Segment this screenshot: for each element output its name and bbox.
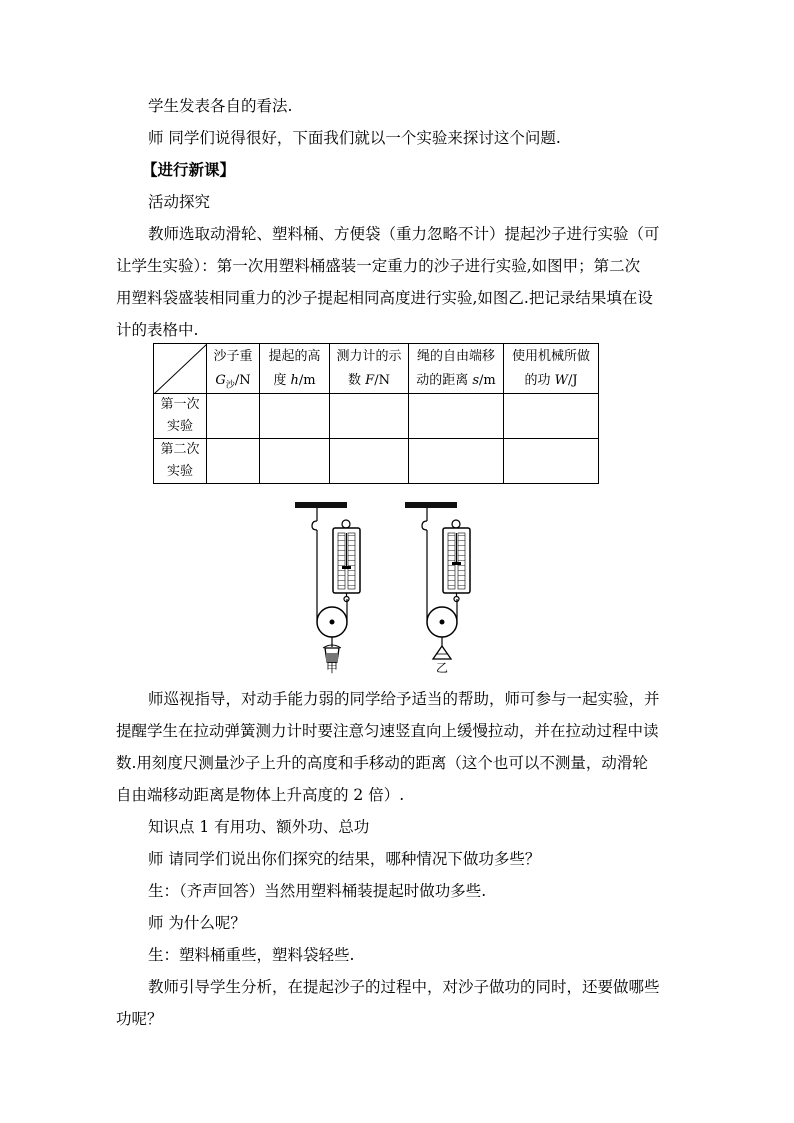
table-cell: [207, 394, 260, 439]
paragraph-teacher-question: 师 请同学们说出你们探究的结果，哪种情况下做功多些？: [148, 850, 541, 868]
section-heading-new-lesson: 【进行新课】: [142, 160, 236, 179]
unit-m: /m: [298, 372, 316, 388]
symbol-w: W: [554, 372, 568, 388]
ceiling-beam-b: [405, 502, 457, 508]
table-cell: [260, 394, 330, 439]
table-cell: [207, 439, 260, 484]
header-work-done-line2: [504, 369, 598, 393]
header-force-reading-line1: 测力计的示: [336, 348, 402, 364]
header-rope-distance: [409, 344, 504, 394]
paragraph-teacher-intro: 师 同学们说得很好，下面我们就以一个实验来探讨这个问题.: [148, 129, 561, 147]
diagonal-line: [154, 344, 207, 394]
header-rope-distance-line2: [409, 369, 503, 393]
header-lift-height-line2: [260, 369, 329, 393]
paragraph-guidance-line-3: 数.用刻度尺测量沙子上升的高度和手移动的距离（这个也可以不测量，动滑轮: [116, 754, 648, 772]
ceiling-beam-a: [295, 502, 347, 508]
paragraph-experiment-line-2: 让学生实验）：第一次用塑料桶盛装一定重力的沙子进行实验,如图甲；第二次: [116, 257, 641, 275]
table-cell: [409, 394, 504, 439]
paragraph-experiment-line-4: 计的表格中.: [116, 321, 199, 339]
symbol-f: F: [365, 372, 375, 388]
symbol-s: s: [472, 372, 480, 388]
paragraph-teacher-why: 师 为什么呢？: [148, 914, 246, 932]
pulley-experiment-figure: [290, 495, 500, 680]
spring-scale-a: [333, 520, 360, 602]
row-label-line2: 实验: [166, 464, 193, 479]
table-diagonal-corner: [154, 344, 207, 394]
unit-n: /N: [234, 372, 251, 388]
paragraph-student-answer: 生：（齐声回答）当然用塑料桶装提起时做功多些.: [148, 882, 487, 900]
row-label-second: [154, 439, 207, 484]
unit-n: /N: [374, 372, 390, 388]
header-force-reading-line2: [330, 369, 408, 393]
experiment-record-table: [153, 343, 599, 484]
row-label-line2: 实验: [166, 419, 193, 434]
pre-text: 的功: [524, 372, 555, 388]
setup-b-bag: [405, 502, 470, 659]
table-cell: [330, 439, 409, 484]
paragraph-analysis-line-2: 功呢？: [116, 1010, 163, 1028]
header-lift-height: [260, 344, 330, 394]
header-rope-distance-line1: 绳的自由端移: [416, 348, 495, 364]
knowledge-point-heading: 知识点 1 有用功、额外功、总功: [148, 818, 370, 836]
header-lift-height-line1: 提起的高: [268, 348, 321, 364]
paragraph-experiment-line-3: 用塑料袋盛装相同重力的沙子提起相同高度进行实验,如图乙.把记录结果填在设: [116, 289, 653, 307]
header-work-done: [504, 344, 599, 394]
setup-a-bucket: [295, 502, 360, 662]
paragraph-student-views: 学生发表各自的看法.: [148, 97, 293, 115]
hook-a: [312, 521, 317, 530]
paragraph-guidance-line-2: 提醒学生在拉动弹簧测力计时要注意匀速竖直向上缓慢拉动，并在拉动过程中读: [116, 722, 659, 740]
symbol-h: h: [290, 372, 299, 388]
table-cell: [260, 439, 330, 484]
spring-scale-b: [443, 520, 470, 602]
subheading-activity: 活动探究: [148, 193, 211, 211]
table-cell: [504, 439, 599, 484]
subscript-sand: 沙: [225, 380, 235, 391]
header-sand-weight-line2: [207, 369, 259, 393]
unit-m: /m: [479, 372, 496, 388]
paragraph-guidance-line-4: 自由端移动距离是物体上升高度的 2 倍）.: [116, 786, 405, 804]
unit-j: /J: [567, 372, 578, 388]
table-row: [154, 394, 599, 439]
paragraph-student-reason: 生：塑料桶重些，塑料袋轻些.: [148, 946, 355, 964]
table-cell: [409, 439, 504, 484]
pre-text: 数: [348, 372, 366, 388]
header-force-reading: [330, 344, 409, 394]
table-row: [154, 439, 599, 484]
pre-text: 动的距离: [416, 372, 473, 388]
figure-label-a: 甲: [325, 661, 339, 675]
hook-b: [422, 521, 427, 530]
header-sand-weight-line1: 沙子重: [213, 348, 253, 364]
table-cell: [330, 394, 409, 439]
paragraph-guidance-line-1: 师巡视指导，对动手能力弱的同学给予适当的帮助，师可参与一起实验，并: [148, 690, 660, 708]
figure-label-b: 乙: [435, 661, 449, 675]
table-cell: [504, 394, 599, 439]
header-sand-weight: [207, 344, 260, 394]
pre-text: 度: [273, 372, 291, 388]
row-label-line1: 第二次: [160, 442, 200, 457]
header-work-done-line1: 使用机械所做: [511, 348, 590, 364]
row-label-line1: 第一次: [160, 397, 200, 412]
symbol-g: G: [215, 372, 226, 388]
paragraph-experiment-line-1: 教师选取动滑轮、塑料桶、方便袋（重力忽略不计）提起沙子进行实验（可: [148, 225, 660, 243]
row-label-first: [154, 394, 207, 439]
bag-icon: [433, 646, 451, 659]
paragraph-analysis-line-1: 教师引导学生分析，在提起沙子的过程中，对沙子做功的同时，还要做哪些: [148, 978, 660, 996]
table-header-row: [154, 344, 599, 394]
